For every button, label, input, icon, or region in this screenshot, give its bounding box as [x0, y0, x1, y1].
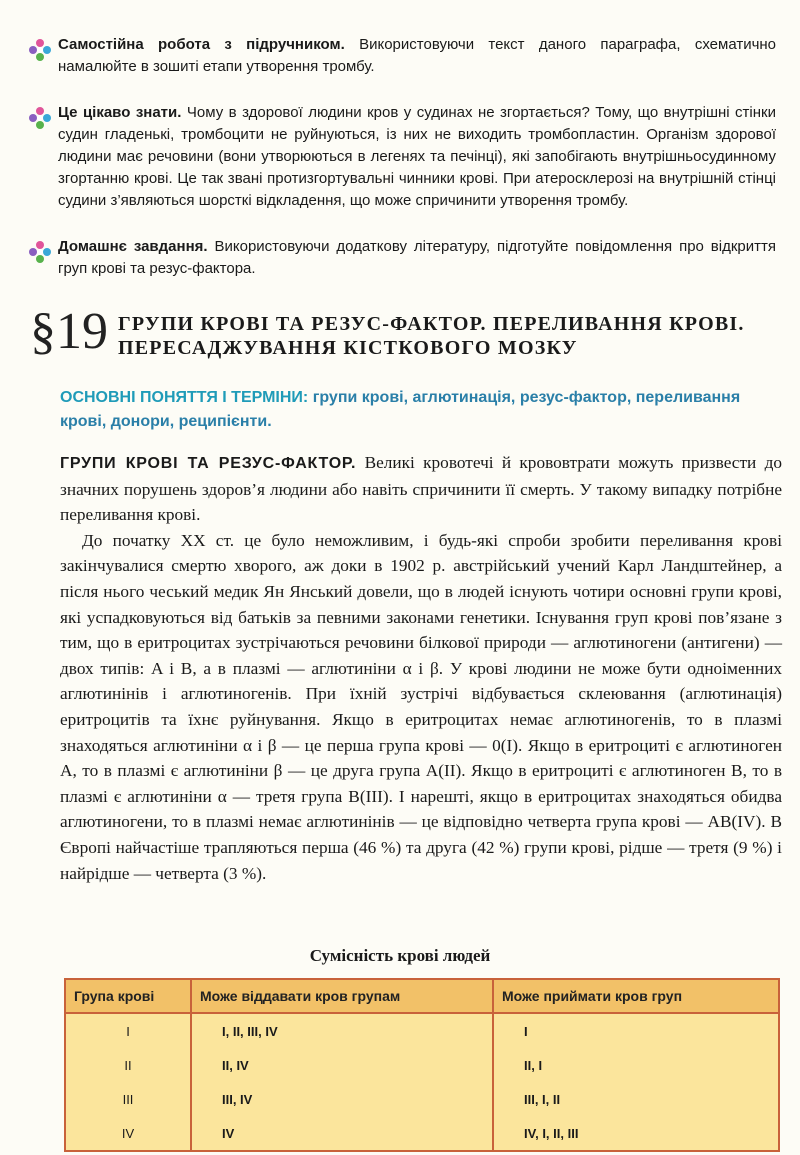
table-cell-group: IV [65, 1116, 191, 1151]
sidebar-block-self-study [28, 34, 776, 78]
table-cell-group: III [65, 1082, 191, 1116]
table-cell-donate: IV [191, 1116, 493, 1151]
table-cell-donate: I, II, III, IV [191, 1013, 493, 1048]
table-header: Може приймати кров груп [493, 979, 779, 1013]
sidebar-text: Чому в здорової людини кров у судинах не згортається? Тому, що внутрішні стінки судин гладенькі, тромбоцити не руйнуються, із них не виходить тромбопластин. Організм здорової людини має речовини (вони утворюються в легенях та печінці), які запобігають внутрішньосудинному згортанню крові. Це так звані протизгортувальні чинники крові. При атеросклерозі на внутрішній стінці судини з’являються шорсткі відкладення, що може спричинити утворення тромбу. [58, 104, 776, 209]
key-concepts-label: ОСНОВНІ ПОНЯТТЯ І ТЕРМІНИ: [60, 389, 309, 406]
table-row [65, 1048, 779, 1082]
sidebar-title: Це цікаво знати. [58, 104, 182, 121]
section-heading [30, 302, 770, 370]
table-cell-receive: IV, I, II, III [493, 1116, 779, 1151]
table-header-row [65, 979, 779, 1013]
table-row [65, 1116, 779, 1151]
table-cell-group: I [65, 1013, 191, 1048]
main-text [60, 450, 782, 886]
paragraph: До початку XX ст. це було неможливим, і будь-які спроби зробити переливання крові закінчувалися смертю хворого, аж доки в 1902 р. австрійський учений Карл Ландштейнер, а після нього чеський медик Ян Янський довели, що в людей існують чотири основні групи крові, які успадковуються від батьків за певними законами генетики. Існування груп крові пов’язане з тим, що в еритроцитах зустрічаються речовини білкової природи — аглютиногени (антигени) — двох типів: A і B, а в плазмі — аглютиніни α і β. У крові людини не може бути одноіменних аглютинінів і аглютиногенів. При їхній зустрічі відбувається склеювання (аглютинація) еритроцитів та їхнє руйнування. Якщо в еритроцитах немає аглютиногенів, то в плазмі знаходяться аглютиніни α і β — це перша група крові — 0(I). Якщо в еритроциті є аглютиноген A, то в плазмі є аглютиніни β — це друга група A(II). Якщо в еритроциті є аглютиноген B, то в плазмі є аглютиніни α — третя група B(III). І нарешті, якщо в еритроцитах знаходяться обидва аглютиногени, то в плазмі немає аглютинінів — це відповідно четверта група крові — AB(IV). В Європі найчастіше трапляються перша (46 %) та друга (42 %) групи крові, рідше — третя (9 %) і найрідше — четверта (3 %). [60, 530, 782, 883]
table-row [65, 1082, 779, 1116]
table-cell-receive: I [493, 1013, 779, 1048]
table-cell-receive: II, I [493, 1048, 779, 1082]
sidebar-title: Домашнє завдання. [58, 238, 208, 255]
paragraph-runin-heading: ГРУПИ КРОВІ ТА РЕЗУС-ФАКТОР. [60, 455, 357, 472]
paragraph-text: Великі кровотечі й крововтрати можуть призвести до значних порушень здоров’я людини або навіть спричинити її смерть. У такому випадку потрібне переливання крові. [60, 453, 782, 525]
key-concepts-terms: групи крові, аглютинація, резус-фактор, переливання крові, донори, реципієнти. [60, 389, 741, 430]
table-row [65, 1013, 779, 1048]
table-header: Може віддавати кров групам [191, 979, 493, 1013]
flower-icon [28, 38, 52, 62]
table-title: Сумісність крові людей [309, 946, 491, 965]
table-cell-group: II [65, 1048, 191, 1082]
table-cell-donate: III, IV [191, 1082, 493, 1116]
sidebar-title: Самостійна робота з підручником. [58, 36, 345, 53]
sidebar-block-homework [28, 236, 776, 280]
section-number: §19 [30, 303, 108, 360]
table-cell-donate: II, IV [191, 1048, 493, 1082]
blood-compatibility-table [64, 978, 780, 1152]
key-concepts [60, 386, 782, 434]
table-cell-receive: III, I, II [493, 1082, 779, 1116]
flower-icon [28, 106, 52, 130]
paragraph [60, 450, 782, 528]
flower-icon [28, 240, 52, 264]
section-title: ГРУПИ КРОВІ ТА РЕЗУС-ФАКТОР. ПЕРЕЛИВАННЯ КРОВІ. ПЕРЕСАДЖУВАННЯ КІСТКОВОГО МОЗКУ [118, 313, 745, 359]
sidebar-text: Використовуючи текст даного параграфа, схематично намалюйте в зошиті етапи утворення тромбу. [58, 36, 777, 75]
table-header: Група крові [65, 979, 191, 1013]
sidebar-text: Використовуючи додаткову літературу, підготуйте повідомлення про відкриття груп крові та резус-фактора. [58, 238, 777, 277]
sidebar-block-interesting [28, 102, 776, 212]
